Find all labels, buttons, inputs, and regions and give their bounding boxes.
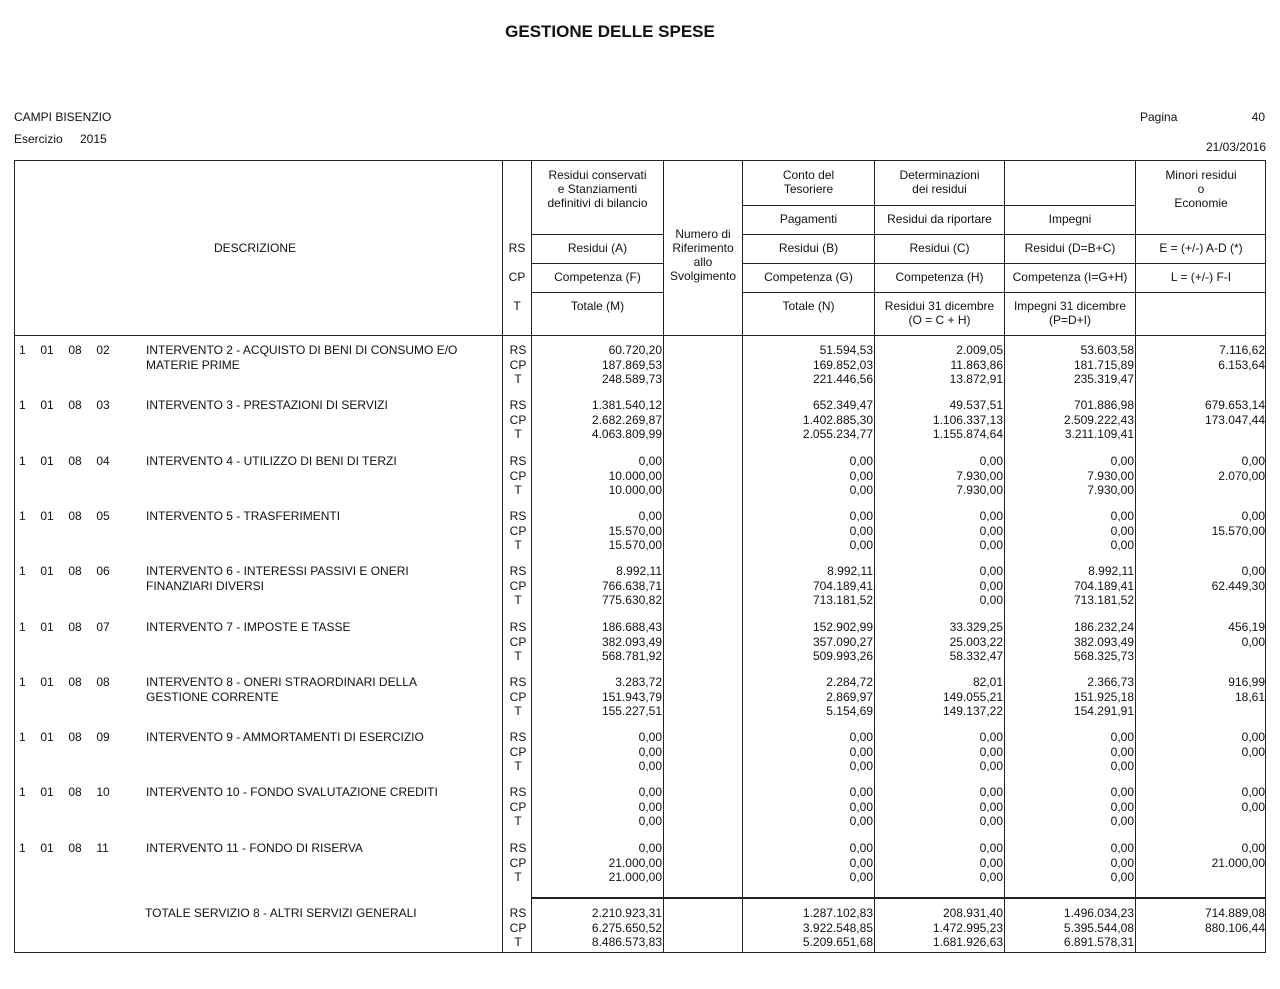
page-label: Pagina — [1140, 110, 1178, 124]
row-a: 1.381.540,12 2.682.269,87 4.063.809,99 — [591, 398, 662, 442]
row-c: 0,00 0,00 0,00 — [979, 841, 1003, 885]
row-desc: INTERVENTO 6 - INTERESSI PASSIVI E ONERI FINANZIARI DIVERSI — [146, 564, 409, 593]
row-labels: RS CP T — [509, 509, 527, 553]
row-b: 0,00 0,00 0,00 — [849, 730, 873, 774]
col3-sub: Pagamenti — [779, 212, 838, 226]
row-b: 652.349,47 1.402.885,30 2.055.234,77 — [802, 398, 873, 442]
row-code: 1 01 08 07 — [19, 620, 110, 634]
col6-rs: E = (+/-) A-D (*) — [1159, 241, 1243, 255]
row-d: 8.992,11 704.189,41 713.181,52 — [1073, 564, 1134, 608]
report-date: 21/03/2016 — [1205, 140, 1266, 154]
row-c: 2.009,05 11.863,86 13.872,91 — [949, 343, 1003, 387]
row-e: 0,00 0,00 — [1241, 730, 1265, 759]
row-desc: INTERVENTO 11 - FONDO DI RISERVA — [146, 841, 363, 855]
row-a: 60.720,20 187.869,53 248.589,73 — [601, 343, 662, 387]
row-d: 701.886,98 2.509.222,43 3.211.109,41 — [1063, 398, 1134, 442]
row-desc: INTERVENTO 9 - AMMORTAMENTI DI ESERCIZIO — [146, 730, 424, 744]
col5-sub: Impegni — [1048, 212, 1092, 226]
row-labels: RS CP T — [509, 841, 527, 885]
row-a: 0,00 0,00 0,00 — [638, 785, 662, 829]
row-desc: INTERVENTO 2 - ACQUISTO DI BENI DI CONSUMO E/O MATERIE PRIME — [146, 343, 458, 372]
col5-rs: Residui (D=B+C) — [1024, 241, 1116, 255]
row-labels: RS CP T — [509, 675, 527, 719]
row-d: 0,00 0,00 0,00 — [1110, 730, 1134, 774]
row-e: 0,00 0,00 — [1241, 785, 1265, 814]
col4-sub: Residui da riportare — [887, 212, 992, 226]
row-e: 7.116,62 6.153,64 — [1218, 343, 1265, 372]
row-code: 1 01 08 05 — [19, 509, 110, 523]
col4-header: Determinazioni dei residui — [899, 168, 980, 196]
row-c: 0,00 0,00 0,00 — [979, 509, 1003, 553]
col4-t: Residui 31 dicembre (O = C + H) — [884, 299, 995, 327]
row-a: 0,00 21.000,00 21.000,00 — [608, 841, 662, 885]
row-c: 0,00 0,00 0,00 — [979, 785, 1003, 829]
row-d: 0,00 0,00 0,00 — [1110, 841, 1134, 885]
col5-t: Impegni 31 dicembre (P=D+I) — [1013, 299, 1127, 327]
row-b: 51.594,53 169.852,03 221.446,56 — [812, 343, 873, 387]
row-desc: INTERVENTO 3 - PRESTAZIONI DI SERVIZI — [146, 398, 388, 412]
row-labels: RS CP T — [509, 343, 527, 387]
row-c: 82,01 149.055,21 149.137,22 — [942, 675, 1003, 719]
col5-cp: Competenza (I=G+H) — [1012, 270, 1128, 284]
row-code: 1 01 08 06 — [19, 564, 110, 578]
row-labels: RS CP T — [509, 564, 527, 608]
row-b: 0,00 0,00 0,00 — [849, 841, 873, 885]
row-d: 0,00 7.930,00 7.930,00 — [1087, 454, 1134, 498]
row-code: 1 01 08 08 — [19, 675, 110, 689]
row-desc: INTERVENTO 10 - FONDO SVALUTAZIONE CREDITI — [146, 785, 438, 799]
col3-t: Totale (N) — [782, 299, 835, 313]
total-d: 1.496.034,23 5.395.544,08 6.891.578,31 — [1063, 906, 1134, 950]
entity-name: CAMPI BISENZIO — [14, 110, 112, 124]
row-d: 186.232,24 382.093,49 568.325,73 — [1073, 620, 1134, 664]
exercise-label: Esercizio — [14, 132, 63, 146]
total-b: 1.287.102,83 3.922.548,85 5.209.651,68 — [802, 906, 873, 950]
row-d: 53.603,58 181.715,89 235.319,47 — [1073, 343, 1134, 387]
row-c: 0,00 0,00 0,00 — [979, 730, 1003, 774]
expense-table — [14, 160, 1266, 953]
row-b: 152.902,99 357.090,27 509.993,26 — [812, 620, 873, 664]
col3-rs: Residui (B) — [778, 241, 839, 255]
row-desc: INTERVENTO 5 - TRASFERIMENTI — [146, 509, 341, 523]
row-e: 0,00 62.449,30 — [1211, 564, 1265, 593]
row-d: 0,00 0,00 0,00 — [1110, 509, 1134, 553]
row-b: 2.284,72 2.869,97 5.154,69 — [826, 675, 873, 719]
row-c: 49.537,51 1.106.337,13 1.155.874,64 — [932, 398, 1003, 442]
row-desc: INTERVENTO 7 - IMPOSTE E TASSE — [146, 620, 351, 634]
col-descrizione: DESCRIZIONE — [213, 241, 296, 255]
row-b: 0,00 0,00 0,00 — [849, 785, 873, 829]
row-c: 0,00 7.930,00 7.930,00 — [956, 454, 1003, 498]
exercise-year: 2015 — [80, 132, 107, 146]
row-e: 916,99 18,61 — [1228, 675, 1265, 704]
col4-rs: Residui (C) — [909, 241, 970, 255]
row-code: 1 01 08 04 — [19, 454, 110, 468]
col3-header: Conto del Tesoriere — [782, 168, 835, 196]
col1-cp: Competenza (F) — [554, 270, 641, 284]
total-desc: TOTALE SERVIZIO 8 - ALTRI SERVIZI GENERALI — [145, 906, 417, 920]
row-e: 456,19 0,00 — [1228, 620, 1265, 649]
row-b: 8.992,11 704.189,41 713.181,52 — [812, 564, 873, 608]
row-labels: RS CP T — [509, 398, 527, 442]
row-e: 0,00 2.070,00 — [1218, 454, 1265, 483]
row-code: 1 01 08 03 — [19, 398, 110, 412]
row-code: 1 01 08 10 — [19, 785, 110, 799]
row-labels: RS CP T — [509, 620, 527, 664]
page-number: 40 — [1251, 110, 1265, 124]
col1-header: Residui conservati e Stanziamenti definitivi di bilancio — [547, 168, 648, 210]
row-labels: RS CP T — [509, 730, 527, 774]
col1-rs: Residui (A) — [567, 241, 628, 255]
total-e: 714.889,08 880.106,44 — [1204, 906, 1265, 935]
row-a: 3.283,72 151.943,79 155.227,51 — [601, 675, 662, 719]
row-e: 0,00 15.570,00 — [1211, 509, 1265, 538]
row-d: 0,00 0,00 0,00 — [1110, 785, 1134, 829]
row-desc: INTERVENTO 8 - ONERI STRAORDINARI DELLA GESTIONE CORRENTE — [146, 675, 417, 704]
row-code: 1 01 08 09 — [19, 730, 110, 744]
row-a: 0,00 15.570,00 15.570,00 — [608, 509, 662, 553]
total-a: 2.210.923,31 6.275.650,52 8.486.573,83 — [591, 906, 662, 950]
row-c: 33.329,25 25.003,22 58.332,47 — [949, 620, 1003, 664]
row-c: 0,00 0,00 0,00 — [979, 564, 1003, 608]
col1-t: Totale (M) — [570, 299, 625, 313]
col-numero: Numero di Riferimento allo Svolgimento — [669, 227, 737, 283]
row-d: 2.366,73 151.925,18 154.291,91 — [1073, 675, 1134, 719]
row-b: 0,00 0,00 0,00 — [849, 509, 873, 553]
row-e: 679.653,14 173.047,44 — [1204, 398, 1265, 427]
row-a: 8.992,11 766.638,71 775.630,82 — [601, 564, 662, 608]
row-b: 0,00 0,00 0,00 — [849, 454, 873, 498]
row-a: 186.688,43 382.093,49 568.781,92 — [601, 620, 662, 664]
col-t-label: T — [513, 299, 521, 313]
col3-cp: Competenza (G) — [764, 270, 853, 284]
total-labels: RS CP T — [509, 906, 527, 950]
col6-header: Minori residui o Economie — [1165, 168, 1237, 210]
row-labels: RS CP T — [509, 454, 527, 498]
row-e: 0,00 21.000,00 — [1211, 841, 1265, 870]
row-a: 0,00 10.000,00 10.000,00 — [608, 454, 662, 498]
col6-cp: L = (+/-) F-I — [1170, 270, 1232, 284]
row-desc: INTERVENTO 4 - UTILIZZO DI BENI DI TERZI — [146, 454, 397, 468]
col-rs-label: RS — [508, 241, 526, 255]
col4-cp: Competenza (H) — [895, 270, 984, 284]
row-labels: RS CP T — [509, 785, 527, 829]
row-code: 1 01 08 02 — [19, 343, 110, 357]
row-code: 1 01 08 11 — [19, 841, 109, 855]
total-c: 208.931,40 1.472.995,23 1.681.926,63 — [932, 906, 1003, 950]
col-cp-label: CP — [508, 270, 526, 284]
row-a: 0,00 0,00 0,00 — [638, 730, 662, 774]
page-title: GESTIONE DELLE SPESE — [505, 22, 715, 41]
